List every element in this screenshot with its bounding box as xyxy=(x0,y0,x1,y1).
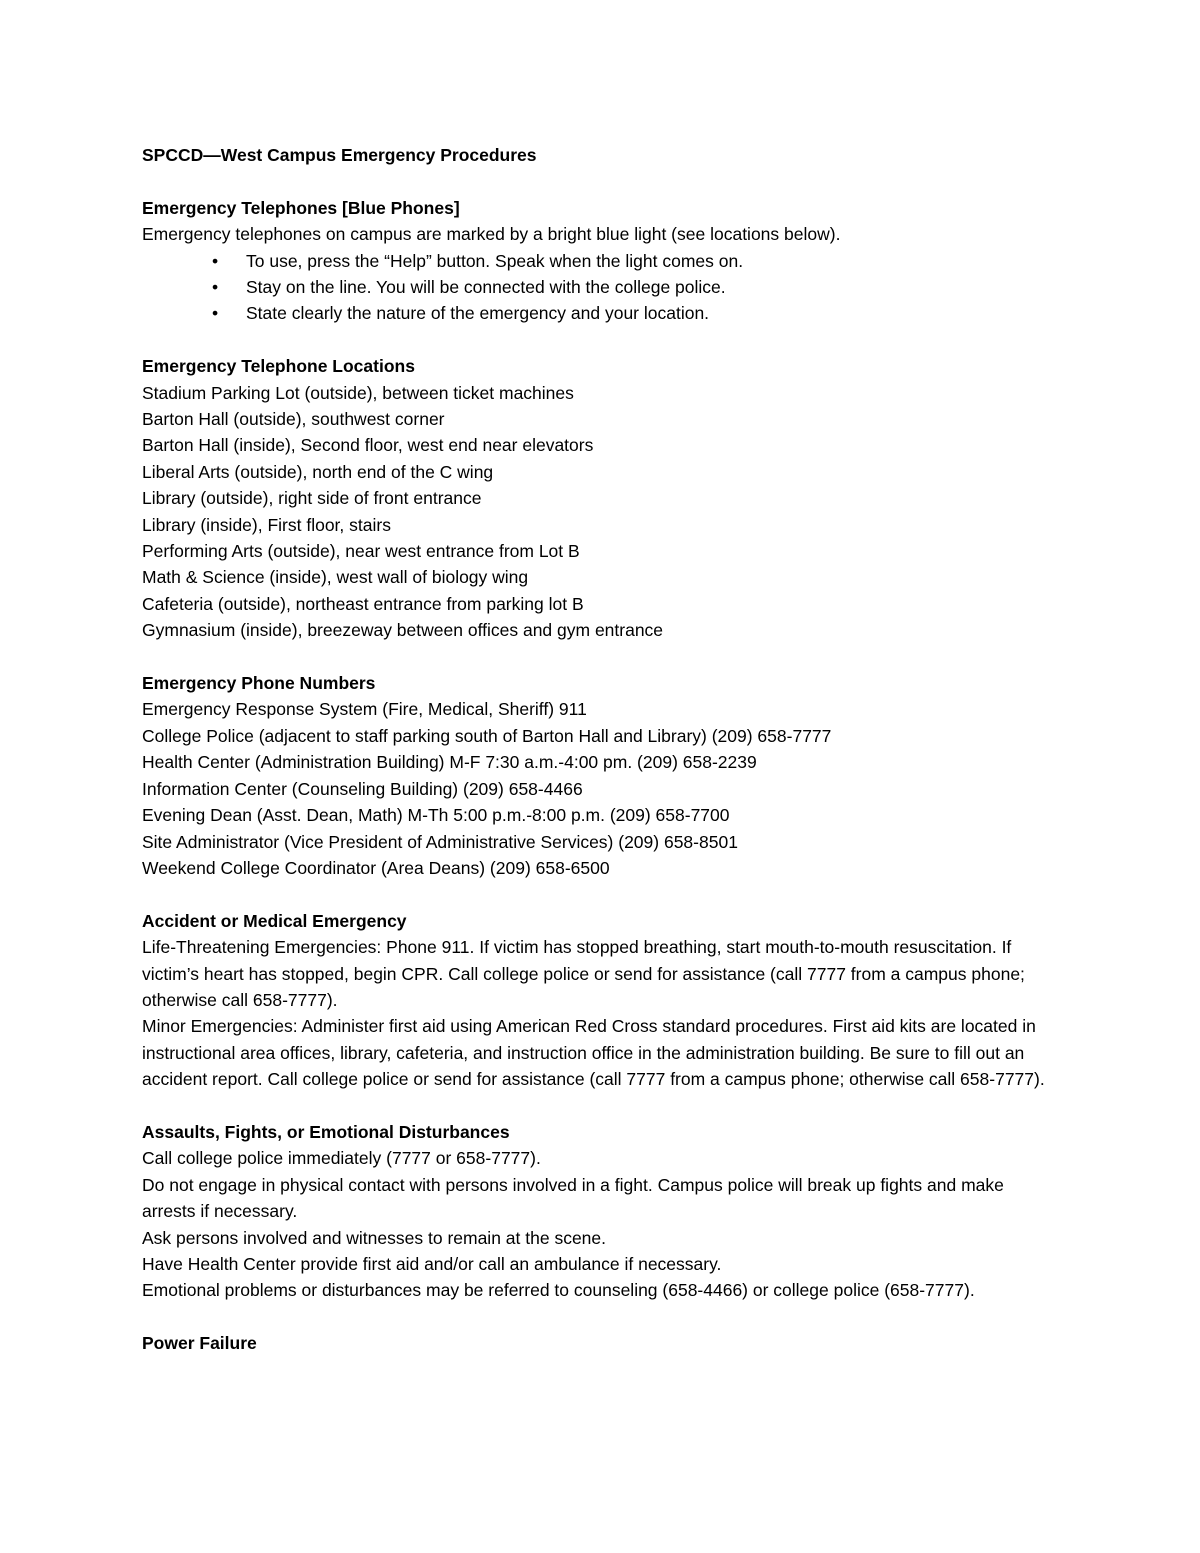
section-heading-blue-phones: Emergency Telephones [Blue Phones] xyxy=(142,197,460,218)
location-item: Cafeteria (outside), northeast entrance from parking lot B xyxy=(142,593,584,614)
location-item: Performing Arts (outside), near west entrance from Lot B xyxy=(142,541,580,562)
bullet-icon: • xyxy=(212,277,219,298)
location-item: Barton Hall (outside), southwest corner xyxy=(142,409,445,430)
phone-number-item: Information Center (Counseling Building) (209) 658-4466 xyxy=(142,778,583,799)
assault-item: Emotional problems or disturbances may be referred to counseling (658-4466) or college police (658-7777). xyxy=(142,1280,975,1301)
section-heading-assaults: Assaults, Fights, or Emotional Disturbances xyxy=(142,1121,510,1142)
phone-number-item: Evening Dean (Asst. Dean, Math) M-Th 5:00 p.m.-8:00 p.m. (209) 658-7700 xyxy=(142,805,730,826)
section-heading-power-failure: Power Failure xyxy=(142,1333,257,1354)
bullet-icon: • xyxy=(212,303,219,324)
list-item xyxy=(142,248,1062,274)
bullet-text: To use, press the “Help” button. Speak when the light comes on. xyxy=(246,250,744,271)
section-heading-phone-numbers: Emergency Phone Numbers xyxy=(142,673,376,694)
section-heading-phone-locations: Emergency Telephone Locations xyxy=(142,356,415,377)
bullet-text: Stay on the line. You will be connected with the college police. xyxy=(246,277,726,298)
bullet-text: State clearly the nature of the emergency and your location. xyxy=(246,303,710,324)
location-item: Liberal Arts (outside), north end of the C wing xyxy=(142,461,494,482)
spacer xyxy=(142,881,1062,907)
phone-number-item: Site Administrator (Vice President of Administrative Services) (209) 658-8501 xyxy=(142,831,738,852)
section-heading-medical: Accident or Medical Emergency xyxy=(142,910,407,931)
assault-item: Ask persons involved and witnesses to remain at the scene. xyxy=(142,1227,606,1248)
location-item: Library (outside), right side of front entrance xyxy=(142,488,482,509)
location-item: Stadium Parking Lot (outside), between ticket machines xyxy=(142,382,574,403)
phone-number-item: Weekend College Coordinator (Area Deans) (209) 658-6500 xyxy=(142,857,610,878)
list-item xyxy=(142,300,1062,326)
blue-phones-intro: Emergency telephones on campus are marked by a bright blue light (see locations below). xyxy=(142,224,841,245)
location-item: Barton Hall (inside), Second floor, west end near elevators xyxy=(142,435,594,456)
location-item: Library (inside), First floor, stairs xyxy=(142,514,391,535)
assault-item: Have Health Center provide first aid and/or call an ambulance if necessary. xyxy=(142,1253,722,1274)
life-threatening-paragraph: Life-Threatening Emergencies: Phone 911. If victim has stopped breathing, start mouth-to-mouth resuscitation. If victim’s heart has stopped, begin CPR. Call college police or send for assistance (call 7777 from a campus phone; otherwise call 658-7777). xyxy=(142,937,1025,1010)
spacer xyxy=(142,327,1062,353)
spacer xyxy=(142,168,1062,194)
minor-emergencies-paragraph: Minor Emergencies: Administer first aid using American Red Cross standard procedures. First aid kits are located in instructional area offices, library, cafeteria, and instruction office in the administration building. Be sure to fill out an accident report. Call college police or send for assistance (call 7777 from a campus phone; otherwise call 658-7777). xyxy=(142,1016,1045,1090)
location-item: Math & Science (inside), west wall of biology wing xyxy=(142,567,529,588)
document-page xyxy=(142,142,1062,1357)
location-item: Gymnasium (inside), breezeway between offices and gym entrance xyxy=(142,620,664,641)
list-item xyxy=(142,274,1062,300)
blue-phones-instructions xyxy=(142,248,1062,327)
phone-number-item: College Police (adjacent to staff parking south of Barton Hall and Library) (209) 658-7777 xyxy=(142,725,832,746)
phone-number-item: Health Center (Administration Building) M-F 7:30 a.m.-4:00 pm. (209) 658-2239 xyxy=(142,752,757,773)
assault-item: Call college police immediately (7777 or 658-7777). xyxy=(142,1148,541,1169)
phone-number-item: Emergency Response System (Fire, Medical, Sheriff) 911 xyxy=(142,699,587,720)
assault-item: Do not engage in physical contact with persons involved in a fight. Campus police will break up fights and make arrests if necessary. xyxy=(142,1174,1004,1222)
document-title: SPCCD—West Campus Emergency Procedures xyxy=(142,145,537,165)
bullet-icon: • xyxy=(212,250,219,271)
spacer xyxy=(142,1304,1062,1330)
spacer xyxy=(142,644,1062,670)
spacer xyxy=(142,1093,1062,1119)
